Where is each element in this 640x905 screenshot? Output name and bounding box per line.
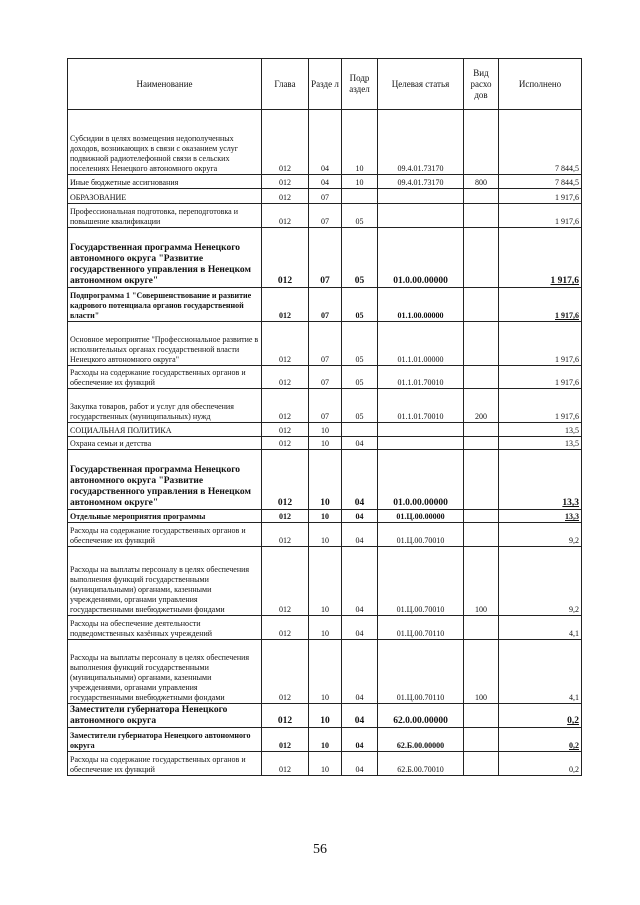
table-cell-target: 01.1.01.00000 <box>378 322 464 366</box>
table-cell-razdel: 07 <box>309 366 342 389</box>
header-razdel: Разде л <box>309 59 342 110</box>
table-cell-done: 1 917,6 <box>499 228 582 288</box>
table-cell-podrazdel <box>342 423 378 437</box>
table-cell-name: СОЦИАЛЬНАЯ ПОЛИТИКА <box>68 423 262 437</box>
table-cell-glava: 012 <box>262 523 309 547</box>
table-cell-name: Охрана семьи и детства <box>68 437 262 450</box>
table-cell-name: Расходы на выплаты персоналу в целях обеспечения выполнения функций государственными (муниципальными) органами, казенными учреждениями, органами управления государственными внебюджетными фондами <box>68 547 262 616</box>
table-cell-done: 13,3 <box>499 450 582 510</box>
table-cell-glava: 012 <box>262 728 309 752</box>
table-cell-podrazdel: 05 <box>342 322 378 366</box>
table-cell-podrazdel: 04 <box>342 437 378 450</box>
table-cell-glava: 012 <box>262 175 309 189</box>
table-cell-target <box>378 204 464 228</box>
table-cell-glava: 012 <box>262 389 309 423</box>
table-cell-target: 01.1.01.70010 <box>378 389 464 423</box>
table-cell-razdel: 10 <box>309 704 342 728</box>
table-cell-podrazdel: 04 <box>342 547 378 616</box>
header-vid: Вид расхо дов <box>464 59 499 110</box>
table-cell-podrazdel: 05 <box>342 204 378 228</box>
table-cell-done: 1 917,6 <box>499 288 582 322</box>
table-row <box>68 228 582 288</box>
table-cell-target <box>378 437 464 450</box>
header-done: Исполнено <box>499 59 582 110</box>
table-cell-razdel: 10 <box>309 640 342 704</box>
table-cell-podrazdel: 04 <box>342 616 378 640</box>
table-cell-name: Расходы на выплаты персоналу в целях обеспечения выполнения функций государственными (муниципальными) органами, казенными учреждениями, органами управления государственными внебюджетными фондами <box>68 640 262 704</box>
table-cell-done: 9,2 <box>499 523 582 547</box>
table-cell-name: Иные бюджетные ассигнования <box>68 175 262 189</box>
table-cell-target: 01.1.01.70010 <box>378 366 464 389</box>
table-cell-razdel: 10 <box>309 423 342 437</box>
table-row <box>68 640 582 704</box>
table-cell-target: 01.0.00.00000 <box>378 228 464 288</box>
header-podrazdel: Подр аздел <box>342 59 378 110</box>
table-cell-razdel: 10 <box>309 728 342 752</box>
table-cell-target: 01.Ц.00.70110 <box>378 616 464 640</box>
table-cell-podrazdel <box>342 189 378 204</box>
table-row <box>68 704 582 728</box>
table-row <box>68 175 582 189</box>
table-cell-name: Закупка товаров, работ и услуг для обеспечения государственных (муниципальных) нужд <box>68 389 262 423</box>
table-cell-podrazdel: 10 <box>342 110 378 175</box>
table-cell-name: Подпрограмма 1 "Совершенствование и развитие кадрового потенциала органов государственной власти" <box>68 288 262 322</box>
table-cell-vid <box>464 752 499 776</box>
table-cell-done: 13,5 <box>499 437 582 450</box>
table-row <box>68 510 582 523</box>
table-cell-target: 01.Ц.00.70010 <box>378 523 464 547</box>
table-cell-vid <box>464 322 499 366</box>
table-cell-done: 1 917,6 <box>499 366 582 389</box>
table-cell-glava: 012 <box>262 204 309 228</box>
table-row <box>68 523 582 547</box>
table-header-row <box>68 59 582 110</box>
table-cell-glava: 012 <box>262 288 309 322</box>
table-cell-name: Основное мероприятие "Профессиональное развитие в исполнительных органах государственной власти Ненецкого автономного округа" <box>68 322 262 366</box>
table-cell-razdel: 10 <box>309 450 342 510</box>
table-row <box>68 366 582 389</box>
table-cell-glava: 012 <box>262 322 309 366</box>
table-cell-name: Заместители губернатора Ненецкого автономного округа <box>68 728 262 752</box>
table-cell-podrazdel: 04 <box>342 752 378 776</box>
table-cell-glava: 012 <box>262 189 309 204</box>
table-cell-podrazdel: 10 <box>342 175 378 189</box>
table-cell-vid: 100 <box>464 547 499 616</box>
table-cell-glava: 012 <box>262 450 309 510</box>
table-cell-done: 0,2 <box>499 728 582 752</box>
table-cell-name: ОБРАЗОВАНИЕ <box>68 189 262 204</box>
table-cell-done: 13,5 <box>499 423 582 437</box>
table-cell-razdel: 10 <box>309 523 342 547</box>
table-cell-vid <box>464 450 499 510</box>
table-row <box>68 189 582 204</box>
table-row <box>68 288 582 322</box>
table-cell-name: Расходы на содержание государственных органов и обеспечение их функций <box>68 523 262 547</box>
table-cell-done: 0,2 <box>499 752 582 776</box>
table-cell-target <box>378 423 464 437</box>
table-cell-podrazdel: 05 <box>342 389 378 423</box>
table-cell-vid <box>464 423 499 437</box>
table-cell-done: 1 917,6 <box>499 189 582 204</box>
table-cell-podrazdel: 04 <box>342 704 378 728</box>
table-row <box>68 423 582 437</box>
table-row <box>68 204 582 228</box>
table-cell-target <box>378 189 464 204</box>
table-cell-podrazdel: 05 <box>342 366 378 389</box>
table-cell-done: 7 844,5 <box>499 110 582 175</box>
table-cell-podrazdel: 04 <box>342 450 378 510</box>
table-cell-done: 1 917,6 <box>499 322 582 366</box>
table-cell-done: 1 917,6 <box>499 389 582 423</box>
table-row <box>68 616 582 640</box>
table-cell-vid <box>464 288 499 322</box>
table-cell-done: 4,1 <box>499 616 582 640</box>
table-cell-glava: 012 <box>262 510 309 523</box>
table-cell-done: 13,3 <box>499 510 582 523</box>
table-cell-name: Отдельные мероприятия программы <box>68 510 262 523</box>
table-cell-razdel: 07 <box>309 288 342 322</box>
table-cell-name: Расходы на обеспечение деятельности подведомственных казённых учреждений <box>68 616 262 640</box>
table-cell-podrazdel: 04 <box>342 510 378 523</box>
table-cell-done: 0,2 <box>499 704 582 728</box>
table-cell-razdel: 04 <box>309 175 342 189</box>
table-cell-razdel: 10 <box>309 547 342 616</box>
table-cell-name: Государственная программа Ненецкого автономного округа "Развитие государственного управления в Ненецком автономном округе" <box>68 450 262 510</box>
table-cell-podrazdel: 04 <box>342 640 378 704</box>
table-row <box>68 728 582 752</box>
table-row <box>68 437 582 450</box>
table-cell-target: 01.Ц.00.70110 <box>378 640 464 704</box>
page-number: 56 <box>313 842 327 857</box>
table-cell-glava: 012 <box>262 547 309 616</box>
table-cell-razdel: 07 <box>309 389 342 423</box>
table-cell-podrazdel: 04 <box>342 523 378 547</box>
table-cell-target: 62.0.00.00000 <box>378 704 464 728</box>
table-cell-target: 09.4.01.73170 <box>378 175 464 189</box>
table-cell-vid <box>464 616 499 640</box>
table-cell-glava: 012 <box>262 640 309 704</box>
table-cell-glava: 012 <box>262 752 309 776</box>
table-cell-vid <box>464 228 499 288</box>
table-cell-vid <box>464 204 499 228</box>
table-cell-done: 9,2 <box>499 547 582 616</box>
header-glava: Глава <box>262 59 309 110</box>
table-row <box>68 322 582 366</box>
table-cell-name: Расходы на содержание государственных органов и обеспечение их функций <box>68 366 262 389</box>
table-cell-glava: 012 <box>262 704 309 728</box>
table-cell-podrazdel: 05 <box>342 288 378 322</box>
table-row <box>68 547 582 616</box>
table-cell-razdel: 10 <box>309 510 342 523</box>
table-cell-vid <box>464 728 499 752</box>
table-cell-vid <box>464 189 499 204</box>
table-body <box>68 110 582 776</box>
table-cell-target: 01.Ц.00.70010 <box>378 547 464 616</box>
table-cell-vid: 200 <box>464 389 499 423</box>
table-cell-done: 4,1 <box>499 640 582 704</box>
table-cell-razdel: 07 <box>309 228 342 288</box>
table-cell-target: 01.Ц.00.00000 <box>378 510 464 523</box>
table-cell-glava: 012 <box>262 366 309 389</box>
table-row <box>68 110 582 175</box>
table-cell-vid <box>464 523 499 547</box>
table-cell-name: Государственная программа Ненецкого автономного округа "Развитие государственного управления в Ненецком автономном округе" <box>68 228 262 288</box>
table-cell-vid <box>464 366 499 389</box>
table-cell-target: 01.1.00.00000 <box>378 288 464 322</box>
table-cell-podrazdel: 05 <box>342 228 378 288</box>
table-cell-glava: 012 <box>262 228 309 288</box>
table-cell-razdel: 07 <box>309 204 342 228</box>
table-cell-target: 62.Б.00.00000 <box>378 728 464 752</box>
table-cell-done: 7 844,5 <box>499 175 582 189</box>
table-cell-razdel: 10 <box>309 437 342 450</box>
table-cell-podrazdel: 04 <box>342 728 378 752</box>
table-cell-target: 09.4.01.73170 <box>378 110 464 175</box>
table-cell-vid: 100 <box>464 640 499 704</box>
table-cell-done: 1 917,6 <box>499 204 582 228</box>
table-cell-name: Расходы на содержание государственных органов и обеспечение их функций <box>68 752 262 776</box>
table-cell-name: Заместители губернатора Ненецкого автономного округа <box>68 704 262 728</box>
table-cell-razdel: 07 <box>309 322 342 366</box>
table-cell-glava: 012 <box>262 423 309 437</box>
table-cell-name: Профессиональная подготовка, переподготовка и повышение квалификации <box>68 204 262 228</box>
table-cell-vid: 800 <box>464 175 499 189</box>
table-cell-glava: 012 <box>262 110 309 175</box>
table-cell-target: 62.Б.00.70010 <box>378 752 464 776</box>
table-cell-vid <box>464 110 499 175</box>
table-cell-glava: 012 <box>262 616 309 640</box>
table-cell-razdel: 10 <box>309 616 342 640</box>
table-cell-razdel: 10 <box>309 752 342 776</box>
table-cell-target: 01.0.00.00000 <box>378 450 464 510</box>
table-cell-vid <box>464 437 499 450</box>
table-cell-vid <box>464 704 499 728</box>
table-row <box>68 752 582 776</box>
table-cell-razdel: 07 <box>309 189 342 204</box>
table-row <box>68 389 582 423</box>
table-cell-vid <box>464 510 499 523</box>
header-target: Целевая статья <box>378 59 464 110</box>
table-cell-razdel: 04 <box>309 110 342 175</box>
table-row <box>68 450 582 510</box>
table-cell-glava: 012 <box>262 437 309 450</box>
table-cell-name: Субсидии в целях возмещения недополученных доходов, возникающих в связи с оказанием услуг подвижной радиотелефонной связи в сельских поселениях Ненецкого автономного округа <box>68 110 262 175</box>
budget-table <box>67 58 582 776</box>
header-name: Наименование <box>68 59 262 110</box>
